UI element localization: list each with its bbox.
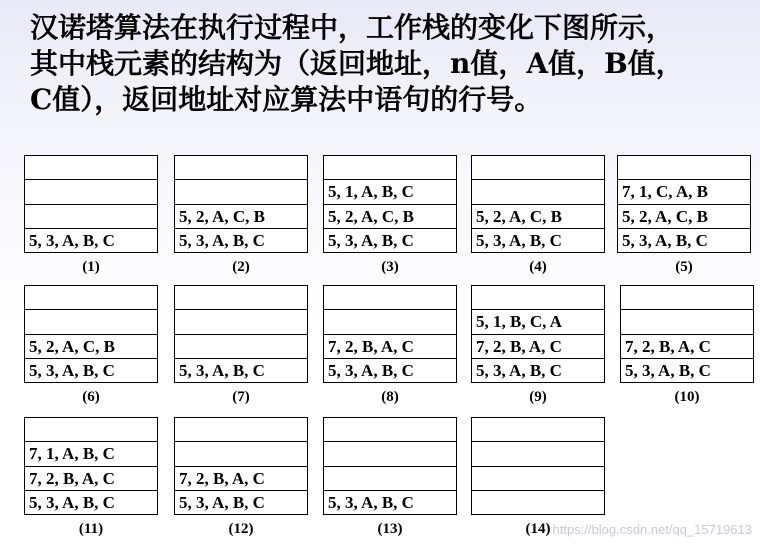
stack-slot: 7, 2, B, A, C (621, 334, 753, 358)
stack-slot (472, 156, 604, 179)
stack-panel (471, 285, 605, 413)
stack-slot: 5, 3, A, B, C (324, 228, 456, 252)
stack-slot (618, 156, 750, 179)
stack-panel (24, 155, 158, 283)
stack-slot: 7, 2, B, A, C (175, 466, 307, 490)
stack-caption: (9) (529, 389, 547, 405)
stack-panel (174, 285, 308, 413)
stack-slot: 5, 3, A, B, C (175, 358, 307, 382)
stack-slot (472, 418, 604, 441)
stack-box (24, 155, 158, 253)
stack-box (174, 155, 308, 253)
stack-panel (617, 155, 751, 283)
stack-panel (24, 285, 158, 413)
stack-caption: (4) (529, 259, 547, 275)
stack-slot (472, 286, 604, 309)
stack-caption: (1) (82, 259, 100, 275)
stack-panel (323, 285, 457, 413)
stack-slot (175, 418, 307, 441)
stack-slot: 5, 3, A, B, C (25, 490, 157, 514)
stack-slot: 5, 2, A, C, B (175, 204, 307, 228)
intro-line-3: C值），返回地址对应算法中语句的行号。 (30, 83, 543, 116)
stack-box (323, 155, 457, 253)
stack-slot (472, 466, 604, 490)
stack-slot: 5, 2, A, C, B (472, 204, 604, 228)
stack-panel (620, 285, 754, 413)
stack-panel (24, 417, 158, 545)
stack-box (323, 285, 457, 383)
stack-caption: (2) (232, 259, 250, 275)
stack-slot (472, 490, 604, 514)
stack-slot: 5, 3, A, B, C (618, 228, 750, 252)
stack-slot: 5, 1, A, B, C (324, 179, 456, 203)
intro-line-2: 其中栈元素的结构为（返回地址，n值，A值，B值， (30, 47, 684, 80)
stack-panel (174, 155, 308, 283)
stack-slot: 5, 3, A, B, C (324, 358, 456, 382)
stack-slot (175, 441, 307, 465)
stack-slot: 7, 2, B, A, C (472, 334, 604, 358)
stack-slot: 5, 3, A, B, C (25, 358, 157, 382)
stack-slot (175, 309, 307, 333)
stack-caption: (13) (377, 521, 403, 537)
stack-slot: 5, 2, A, C, B (618, 204, 750, 228)
stack-box (617, 155, 751, 253)
stack-box (174, 417, 308, 515)
stack-slot: 5, 2, A, C, B (324, 204, 456, 228)
stack-box (471, 285, 605, 383)
stack-slot (175, 286, 307, 309)
stack-slot: 5, 3, A, B, C (621, 358, 753, 382)
stack-slot (324, 418, 456, 441)
stack-caption: (6) (82, 389, 100, 405)
stack-slot (324, 309, 456, 333)
stack-slot (621, 309, 753, 333)
stack-caption: (12) (228, 521, 254, 537)
stack-slot (324, 441, 456, 465)
stack-slot (25, 204, 157, 228)
stack-box (24, 417, 158, 515)
stack-box (471, 155, 605, 253)
stack-caption: (10) (674, 389, 700, 405)
stack-caption: (14) (525, 521, 551, 537)
stack-caption: (11) (78, 521, 104, 537)
stack-box (620, 285, 754, 383)
intro-line-1: 汉诺塔算法在执行过程中，工作栈的变化下图所示， (30, 11, 675, 44)
stack-box (471, 417, 605, 515)
stack-slot: 5, 1, B, C, A (472, 309, 604, 333)
stack-panel (471, 155, 605, 283)
stack-box (174, 285, 308, 383)
stack-slot: 5, 3, A, B, C (472, 228, 604, 252)
stack-caption: (7) (232, 389, 250, 405)
stack-slot (472, 441, 604, 465)
stack-panel (323, 417, 457, 545)
stack-box (323, 417, 457, 515)
stack-slot (621, 286, 753, 309)
stack-slot: 5, 3, A, B, C (25, 228, 157, 252)
stack-panel (174, 417, 308, 545)
intro-text (30, 10, 750, 118)
stack-caption: (3) (381, 259, 399, 275)
watermark: https://blog.csdn.net/qq_15719613 (552, 522, 752, 537)
stack-slot (25, 286, 157, 309)
stack-caption: (5) (675, 259, 693, 275)
stack-slot: 5, 3, A, B, C (175, 490, 307, 514)
stack-caption: (8) (381, 389, 399, 405)
stack-slot (175, 179, 307, 203)
stack-box (24, 285, 158, 383)
stack-slot (25, 156, 157, 179)
stack-slot (175, 334, 307, 358)
stack-slot: 5, 3, A, B, C (175, 228, 307, 252)
stack-slot: 5, 3, A, B, C (324, 490, 456, 514)
stack-slot (25, 179, 157, 203)
stack-slot (175, 156, 307, 179)
stack-slot: 7, 1, A, B, C (25, 441, 157, 465)
stack-panel (323, 155, 457, 283)
stack-slot (324, 286, 456, 309)
stack-slot (324, 466, 456, 490)
stack-slot (324, 156, 456, 179)
stack-slot (25, 309, 157, 333)
stack-slot: 7, 2, B, A, C (324, 334, 456, 358)
stack-slot: 7, 1, C, A, B (618, 179, 750, 203)
stack-slot (25, 418, 157, 441)
stack-slot: 5, 2, A, C, B (25, 334, 157, 358)
stack-slot: 5, 3, A, B, C (472, 358, 604, 382)
stack-slot: 7, 2, B, A, C (25, 466, 157, 490)
stack-slot (472, 179, 604, 203)
